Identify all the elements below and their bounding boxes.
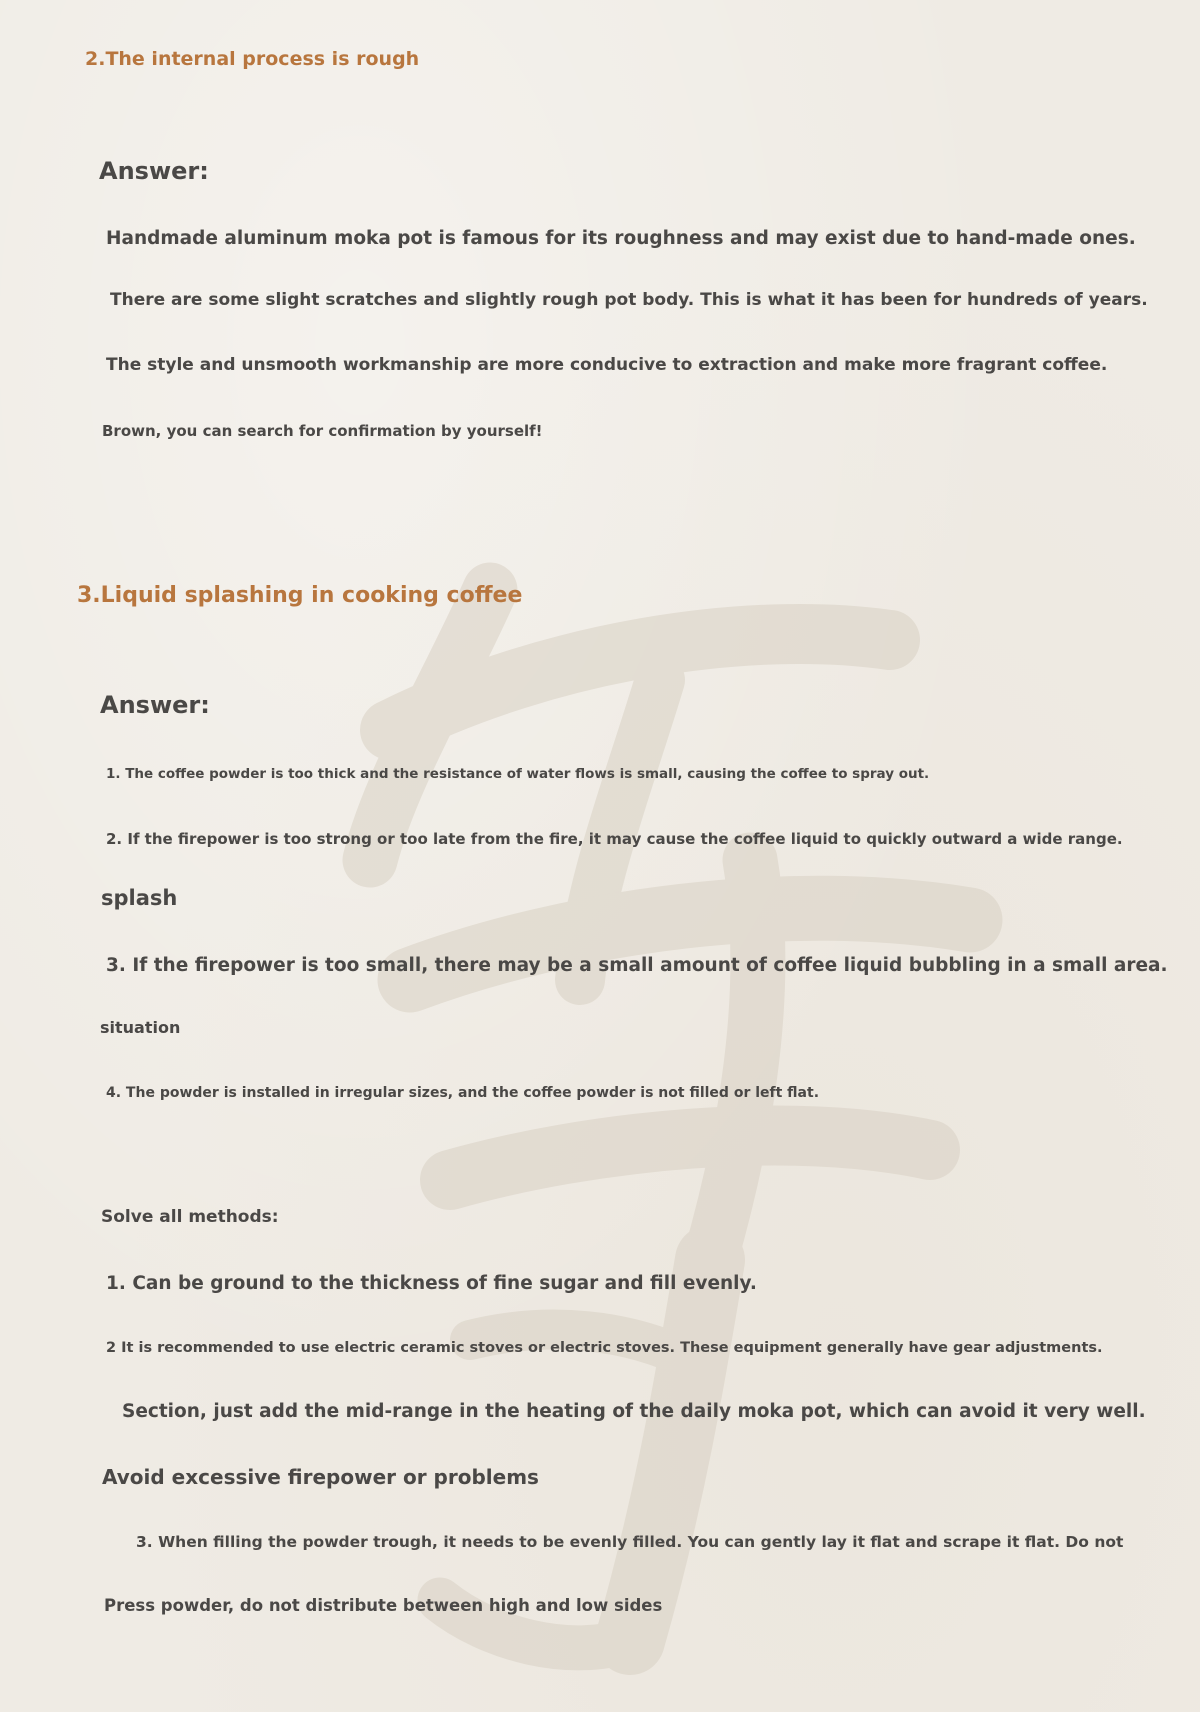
solution-item-2: 2 It is recommended to use electric ceramic stoves or electric stoves. These equipment generally have gear adjustments. — [106, 1340, 1103, 1356]
solution-item-3-continued: Press powder, do not distribute between high and low sides — [104, 1596, 663, 1615]
cause-item-2-continued: splash — [101, 886, 178, 910]
solution-item-2-note: Avoid excessive firepower or problems — [102, 1465, 539, 1489]
section-2-answer-label: Answer: — [99, 157, 209, 185]
cause-item-4: 4. The powder is installed in irregular sizes, and the coffee powder is not filled or left flat. — [106, 1085, 820, 1101]
cause-item-3-continued: situation — [100, 1018, 181, 1037]
cause-item-3: 3. If the firepower is too small, there may be a small amount of coffee liquid bubbling in a small area. — [106, 955, 1168, 976]
section-2-line-4: Brown, you can search for confirmation by yourself! — [102, 422, 543, 440]
solve-methods-label: Solve all methods: — [101, 1207, 279, 1227]
solution-item-1: 1. Can be ground to the thickness of fine sugar and fill evenly. — [106, 1273, 757, 1294]
solution-item-2-continued: Section, just add the mid-range in the heating of the daily moka pot, which can avoid it very well. — [122, 1401, 1146, 1422]
cause-item-2: 2. If the firepower is too strong or too late from the fire, it may cause the coffee liquid to quickly outward a wide range. — [106, 830, 1123, 848]
section-3-answer-label: Answer: — [100, 691, 210, 719]
section-2-line-3: The style and unsmooth workmanship are more conducive to extraction and make more fragrant coffee. — [106, 355, 1108, 375]
section-2-line-2: There are some slight scratches and slightly rough pot body. This is what it has been for hundreds of years. — [110, 290, 1148, 310]
section-3-title: 3.Liquid splashing in cooking coffee — [77, 583, 523, 608]
solution-item-3: 3. When filling the powder trough, it needs to be evenly filled. You can gently lay it flat and scrape it flat. Do not — [136, 1533, 1124, 1551]
cause-item-1: 1. The coffee powder is too thick and the resistance of water flows is small, causing the coffee to spray out. — [106, 766, 930, 782]
section-2-title: 2.The internal process is rough — [85, 48, 420, 70]
section-2-line-1: Handmade aluminum moka pot is famous for its roughness and may exist due to hand-made ones. — [106, 228, 1136, 249]
